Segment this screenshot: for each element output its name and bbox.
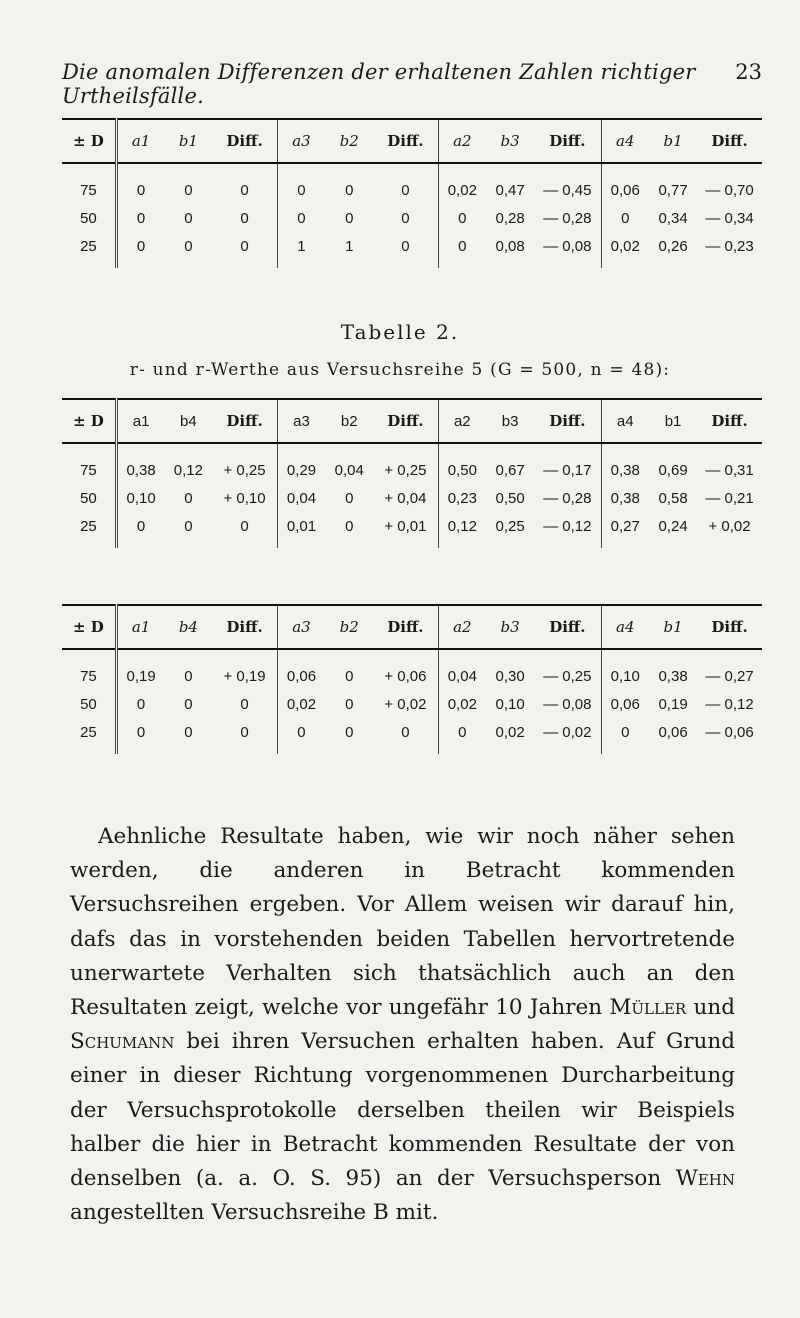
column-header: [649, 605, 697, 649]
table-cell: 0: [240, 209, 249, 227]
table-middle: [62, 398, 762, 548]
table-cell: 0: [240, 723, 249, 741]
table-cell: 0,06: [601, 690, 649, 718]
table-cell: + 0,25: [384, 461, 427, 479]
text-segment: bei ihren Versuchen erhalten haben. Auf Grund einer in dieser Richtung vorgenommenen Durcharbeitung der Versuchsprotokolle derselben theilen wir Beispiels halber die hier in Betracht kommenden Resultate der von denselben (a. a. O. S. 95) an der Versuchsperson: [70, 1029, 735, 1192]
table-cell: 0,77: [658, 181, 688, 199]
table-cell: 0,04: [277, 484, 325, 512]
column-header-label: b2: [339, 618, 359, 636]
table-cell: — 0,12: [705, 695, 754, 713]
column-header-label: Diff.: [549, 412, 586, 430]
table-cell: — 0,08: [543, 695, 592, 713]
table-cell: + 0,02: [384, 695, 427, 713]
column-header: [486, 119, 534, 163]
column-header-label: a1: [132, 412, 150, 430]
table-cell: 0: [116, 204, 164, 232]
table-caption-title: Tabelle 2.: [340, 320, 460, 344]
table-cell: 0: [601, 204, 649, 232]
column-header-label: a2: [453, 132, 472, 150]
table-cell: 0,06: [277, 649, 325, 690]
table-cell: 0: [401, 723, 410, 741]
column-header: [373, 119, 438, 163]
table-cell: 0,06: [601, 163, 649, 204]
table-cell: 0,02: [601, 232, 649, 268]
table-cell: + 0,01: [384, 517, 427, 535]
column-header: [534, 399, 601, 443]
table-cell: 0,19: [116, 649, 164, 690]
table-cell: 0: [345, 517, 354, 535]
table-cell: 0,47: [495, 181, 525, 199]
table-cell: 0: [240, 181, 249, 199]
table-cell: 0: [184, 237, 193, 255]
column-header-label: a2: [453, 412, 471, 430]
column-header: [601, 605, 649, 649]
column-header-label: a3: [292, 618, 311, 636]
column-header-label: b2: [339, 132, 359, 150]
author-name-schumann: Schumann: [70, 1029, 175, 1055]
page-number: 23: [735, 60, 762, 84]
table-cell: 0,10: [116, 484, 164, 512]
table-cell: 0,67: [495, 461, 525, 479]
table-cell: — 0,45: [543, 181, 592, 199]
table-cell: 0,38: [601, 484, 649, 512]
table-cell: 50: [80, 695, 97, 713]
column-header: [697, 399, 762, 443]
table-cell: — 0,28: [543, 209, 592, 227]
table-cell: 0,38: [658, 667, 688, 685]
column-header: [212, 399, 277, 443]
table-cell: 0: [345, 209, 354, 227]
table-cell: + 0,10: [223, 489, 266, 507]
column-header: [601, 399, 649, 443]
column-header-label: a3: [293, 412, 310, 430]
table-cell: 0,02: [277, 690, 325, 718]
table-cell: 75: [80, 461, 97, 479]
table-cell: 0: [345, 667, 354, 685]
table-cell: 0,50: [438, 443, 486, 484]
column-header: [697, 119, 762, 163]
column-header-label: Diff.: [226, 132, 263, 150]
table-cell: 0,02: [438, 163, 486, 204]
column-header: [62, 399, 116, 443]
table-cell: 0: [345, 489, 354, 507]
table-cell: — 0,34: [705, 209, 754, 227]
column-header: [373, 605, 438, 649]
column-header: [325, 399, 373, 443]
column-header: [212, 119, 277, 163]
table-cell: 0: [116, 690, 164, 718]
table-row: [62, 443, 762, 484]
table-cell: 0: [345, 695, 354, 713]
table-cell: — 0,12: [543, 517, 592, 535]
table-cell: 0: [116, 512, 164, 548]
table-cell: 0: [601, 718, 649, 754]
column-header-label: b2: [340, 412, 358, 430]
column-header: [438, 119, 486, 163]
table-cell: 0: [116, 163, 164, 204]
table-cell: 0,02: [438, 690, 486, 718]
column-header: [534, 605, 601, 649]
table-cell: 0: [116, 718, 164, 754]
column-header-label: ± D: [73, 618, 104, 636]
table-row: [62, 649, 762, 690]
table-cell: 25: [80, 723, 97, 741]
table-cell: 0: [184, 209, 193, 227]
table-cell: 0,69: [658, 461, 688, 479]
column-header-label: Diff.: [387, 618, 424, 636]
column-header-label: Diff.: [549, 132, 586, 150]
table-row: [62, 232, 762, 268]
column-header-label: b1: [663, 618, 683, 636]
author-name-mueller: Müller: [609, 995, 687, 1021]
table-cell: 0: [438, 232, 486, 268]
table-cell: 0,38: [601, 443, 649, 484]
table-cell: — 0,21: [705, 489, 754, 507]
body-paragraph: [70, 820, 735, 1230]
column-header-label: b3: [500, 618, 520, 636]
column-header: [212, 605, 277, 649]
column-header-label: Diff.: [711, 132, 748, 150]
table-cell: + 0,19: [223, 667, 266, 685]
table-cell: 50: [80, 489, 97, 507]
column-header-label: b3: [501, 412, 519, 430]
table-cell: — 0,17: [543, 461, 592, 479]
column-header: [649, 119, 697, 163]
table-cell: + 0,06: [384, 667, 427, 685]
text-segment: Aehnliche Resultate haben, wie wir noch näher sehen werden, die anderen in Betracht kommenden Versuchsreihen ergeben. Vor Allem weisen wir darauf hin, dafs das in vorstehenden beiden Tabellen hervortretende unerwartete Verhalten sich thatsächlich auch an den Resultaten zeigt, welche vor ungefähr 10 Jahren: [70, 824, 735, 1021]
column-header-label: Diff.: [226, 412, 263, 430]
subject-name-wehn: Wehn: [675, 1166, 735, 1192]
table-cell: 0: [345, 723, 354, 741]
table-cell: 75: [80, 181, 97, 199]
table-row: [62, 718, 762, 754]
column-header-label: b1: [178, 132, 198, 150]
column-header-label: b1: [664, 412, 682, 430]
table-cell: 0: [277, 163, 325, 204]
table-cell: 0,02: [495, 723, 525, 741]
column-header-label: a4: [616, 412, 634, 430]
column-header: [601, 119, 649, 163]
column-header-label: Diff.: [711, 412, 748, 430]
column-header: [62, 119, 116, 163]
column-header-label: a1: [131, 132, 151, 150]
column-header: [116, 119, 164, 163]
table-cell: 0: [184, 695, 193, 713]
table-cell: — 0,23: [705, 237, 754, 255]
table-cell: — 0,28: [543, 489, 592, 507]
table-row: [62, 163, 762, 204]
table-cell: 0,12: [173, 461, 203, 479]
table-row: [62, 204, 762, 232]
column-header-label: a4: [616, 132, 635, 150]
column-header: [116, 605, 164, 649]
table-cell: 0: [240, 517, 249, 535]
column-header-label: Diff.: [226, 618, 263, 636]
column-header: [277, 399, 325, 443]
column-header: [438, 605, 486, 649]
table-cell: 0: [401, 181, 410, 199]
table-cell: 0: [116, 232, 164, 268]
table-cell: 0,24: [658, 517, 688, 535]
column-header: [164, 119, 212, 163]
table-cell: 0: [184, 517, 193, 535]
table-cell: 0: [401, 237, 410, 255]
running-title: Die anomalen Differenzen der erhaltenen Zahlen richtiger Urtheilsfälle.: [62, 60, 696, 108]
table-cell: 0,04: [334, 461, 364, 479]
text-segment: und: [686, 995, 735, 1021]
table-cell: 0,58: [658, 489, 688, 507]
table-cell: 0: [277, 718, 325, 754]
column-header: [116, 399, 164, 443]
table-cell: 0: [184, 723, 193, 741]
column-header: [486, 605, 534, 649]
column-header-label: a3: [292, 132, 311, 150]
table-cell: 0,19: [658, 695, 688, 713]
table-cell: 0,06: [658, 723, 688, 741]
table-cell: 75: [80, 667, 97, 685]
table-cell: 0,10: [495, 695, 525, 713]
column-header-label: Diff.: [387, 132, 424, 150]
table-cell: 0,25: [495, 517, 525, 535]
table-cell: — 0,08: [543, 237, 592, 255]
table-cell: 25: [80, 237, 97, 255]
table-cell: 0,27: [601, 512, 649, 548]
table-cell: 0: [401, 209, 410, 227]
table-cell: 0,04: [438, 649, 486, 690]
table-top: [62, 118, 762, 268]
column-header-label: b4: [178, 618, 198, 636]
table-cell: 0,28: [495, 209, 525, 227]
table-cell: 0: [277, 204, 325, 232]
table-cell: — 0,02: [543, 723, 592, 741]
table-cell: + 0,25: [223, 461, 266, 479]
column-header: [164, 605, 212, 649]
table-cell: 0,38: [116, 443, 164, 484]
table-cell: 0: [240, 695, 249, 713]
column-header-label: Diff.: [711, 618, 748, 636]
column-header: [697, 605, 762, 649]
table-cell: — 0,25: [543, 667, 592, 685]
table-cell: — 0,31: [705, 461, 754, 479]
table-cell: 0,50: [495, 489, 525, 507]
column-header: [486, 399, 534, 443]
table-row: [62, 484, 762, 512]
table-cell: 0,12: [438, 512, 486, 548]
column-header-label: Diff.: [387, 412, 424, 430]
table-cell: — 0,70: [705, 181, 754, 199]
table-cell: 0,34: [658, 209, 688, 227]
table-cell: 0,26: [658, 237, 688, 255]
column-header-label: a2: [453, 618, 472, 636]
column-header: [277, 605, 325, 649]
column-header: [164, 399, 212, 443]
table-row: [62, 512, 762, 548]
table-cell: + 0,02: [708, 517, 751, 535]
table-cell: 0,01: [277, 512, 325, 548]
table-cell: 0: [184, 181, 193, 199]
table-cell: — 0,06: [705, 723, 754, 741]
table-cell: 0: [184, 489, 193, 507]
table-cell: 0,10: [601, 649, 649, 690]
column-header-label: b3: [500, 132, 520, 150]
column-header: [373, 399, 438, 443]
paragraph-text: [70, 820, 735, 1230]
column-header: [62, 605, 116, 649]
column-header: [325, 605, 373, 649]
table-cell: 0,23: [438, 484, 486, 512]
column-header-label: ± D: [73, 132, 104, 150]
table-cell: 0: [240, 237, 249, 255]
column-header-label: b1: [663, 132, 683, 150]
table-cell: 0: [438, 718, 486, 754]
table-cell: 0,29: [277, 443, 325, 484]
table-cell: 0: [184, 667, 193, 685]
column-header-label: Diff.: [549, 618, 586, 636]
table-cell: 50: [80, 209, 97, 227]
table-cell: 0: [438, 204, 486, 232]
table-cell: 0,30: [495, 667, 525, 685]
page-header: [62, 60, 762, 108]
column-header: [277, 119, 325, 163]
table-row: [62, 690, 762, 718]
table-cell: — 0,27: [705, 667, 754, 685]
column-header-label: a4: [616, 618, 635, 636]
table-cell: 25: [80, 517, 97, 535]
table-cell: 0: [345, 181, 354, 199]
table-caption-subtitle: r- und r-Werthe aus Versuchsreihe 5 (G = 500, n = 48):: [129, 360, 671, 380]
table-bottom: [62, 604, 762, 754]
text-segment: angestellten Versuchsreihe B mit.: [70, 1200, 439, 1226]
column-header: [325, 119, 373, 163]
column-header-label: ± D: [73, 412, 104, 430]
column-header: [649, 399, 697, 443]
table-cell: + 0,04: [384, 489, 427, 507]
column-header-label: a1: [131, 618, 151, 636]
table-cell: 1: [277, 232, 325, 268]
column-header: [438, 399, 486, 443]
column-header: [534, 119, 601, 163]
table-cell: 0,08: [495, 237, 525, 255]
table-cell: 1: [345, 237, 354, 255]
column-header-label: b4: [180, 412, 197, 430]
